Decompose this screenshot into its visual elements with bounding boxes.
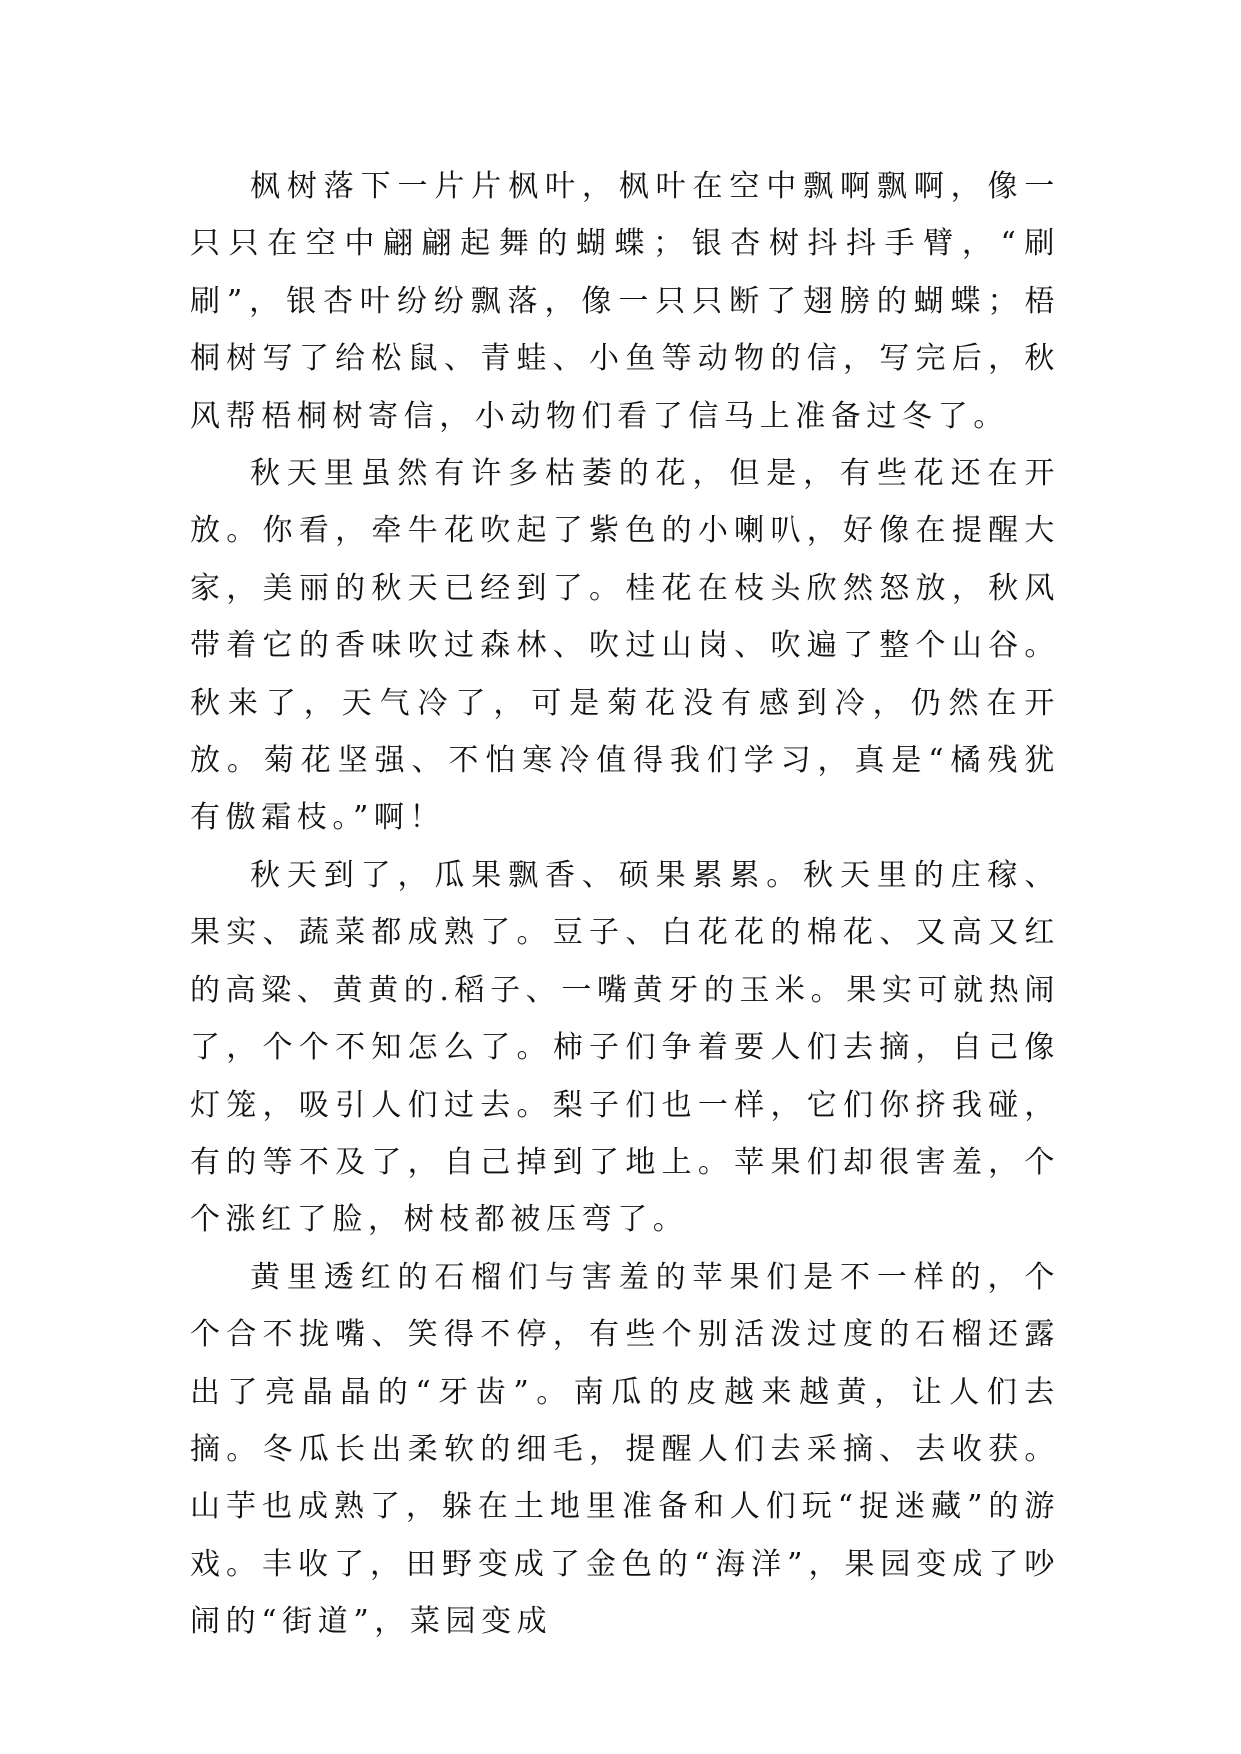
paragraph-pomegranates: 黄里透红的石榴们与害羞的苹果们是不一样的，个个合不拢嘴、笑得不停，有些个别活泼过度的石榴还露出了亮晶晶的“牙齿”。南瓜的皮越来越黄，让人们去摘。冬瓜长出柔软的细毛，提醒人们去采摘、去收获。山芋也成熟了，躲在土地里准备和人们玩“捉迷藏”的游戏。丰收了，田野变成了金色的“海洋”，果园变成了吵闹的“街道”，菜园变成 bbox=[190, 1259, 1060, 1640]
document-body bbox=[190, 158, 1060, 1651]
paragraph-autumn-flowers: 秋天里虽然有许多枯萎的花，但是，有些花还在开放。你看，牵牛花吹起了紫色的小喇叭，好像在提醒大家，美丽的秋天已经到了。桂花在枝头欣然怒放，秋风带着它的香味吹过森林、吹过山岗、吹遍了整个山谷。秋来了，天气冷了，可是菊花没有感到冷，仍然在开放。菊花坚强、不怕寒冷值得我们学习，真是“橘残犹有傲霜枝。”啊！ bbox=[190, 456, 1060, 836]
paragraph-maple-ginkgo: 枫树落下一片片枫叶，枫叶在空中飘啊飘啊，像一只只在空中翩翩起舞的蝴蝶；银杏树抖抖手臂，“刷刷”，银杏叶纷纷飘落，像一只只断了翅膀的蝴蝶；梧桐树写了给松鼠、青蛙、小鱼等动物的信，写完后，秋风帮梧桐树寄信，小动物们看了信马上准备过冬了。 bbox=[190, 169, 1060, 434]
paragraph-harvest-fruits: 秋天到了，瓜果飘香、硕果累累。秋天里的庄稼、果实、蔬菜都成熟了。豆子、白花花的棉花、又高又红的高粱、黄黄的.稻子、一嘴黄牙的玉米。果实可就热闹了，个个不知怎么了。柿子们争着要人们去摘，自己像灯笼，吸引人们过去。梨子们也一样，它们你挤我碰，有的等不及了，自己掉到了地上。苹果们却很害羞，个个涨红了脸，树枝都被压弯了。 bbox=[190, 857, 1060, 1238]
